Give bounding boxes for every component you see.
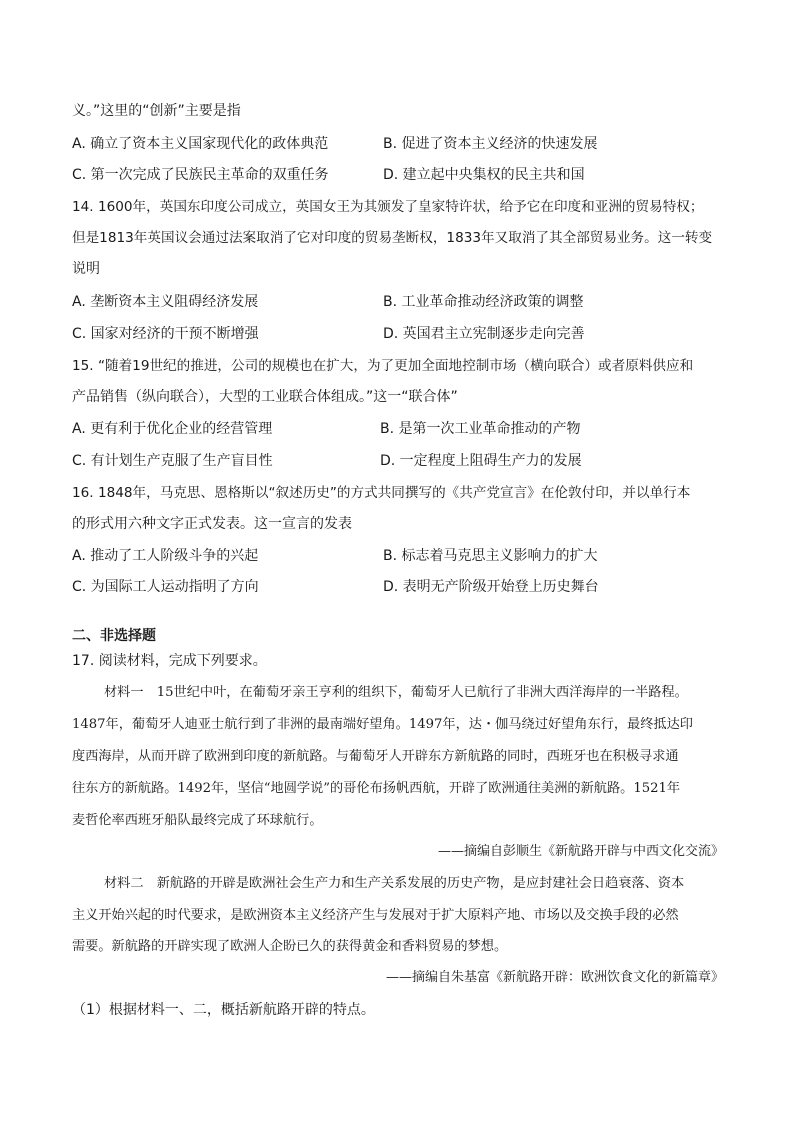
q17-material2-line1: 材料二 新航路的开辟是欧洲社会生产力和生产关系发展的历史产物，是应封建社会日趋衰落、资本 xyxy=(104,876,685,891)
q15-stem-line1: 15. “随着19世纪的推进，公司的规模也在扩大，为了更加全面地控制市场（横向联合）或者原料供应和 xyxy=(72,358,694,374)
q17-material1-line5: 麦哲伦率西班牙船队最终完成了环球航行。 xyxy=(72,813,323,828)
q17-material2-source: ——摘编自朱基富《新航路开辟：欧洲饮食文化的新篇章》 xyxy=(385,970,724,985)
q16-option-c: C. 为国际工人运动指明了方向 xyxy=(72,579,259,595)
q13-stem: 义。”这里的“创新”主要是指 xyxy=(72,103,241,119)
q15-option-a: A. 更有利于优化企业的经营管理 xyxy=(72,421,273,437)
q16-stem-line2: 的形式用六种文字正式发表。这一宣言的发表 xyxy=(72,516,352,532)
q16-option-b: B. 标志着马克思主义影响力的扩大 xyxy=(383,548,598,564)
q17-material1-line3: 度西海岸，从而开辟了欧洲到印度的新航路。与葡萄牙人开辟东方新航路的同时，西班牙也在积极寻求通 xyxy=(72,749,679,764)
q13-option-c: C. 第一次完成了民族民主革命的双重任务 xyxy=(72,167,329,183)
q17-material1-line4: 往东方的新航路。1492年，坚信“地圆学说”的哥伦布扬帆西航，开辟了欧洲通往美洲的新航路。1521年 xyxy=(72,781,681,796)
q16-option-d: D. 表明无产阶级开始登上历史舞台 xyxy=(383,579,599,595)
q14-option-b: B. 工业革命推动经济政策的调整 xyxy=(383,294,584,310)
q17-material1-line2: 1487年，葡萄牙人迪亚士航行到了非洲的最南端好望角。1497年，达・伽马绕过好望角东行，最终抵达印 xyxy=(72,717,693,732)
q17-material2-line2: 主义开始兴起的时代要求，是欧洲资本主义经济产生与发展对于扩大原料产地、市场以及交换手段的必然 xyxy=(72,908,679,923)
q15-option-c: C. 有计划生产克服了生产盲目性 xyxy=(72,453,273,469)
q13-option-d: D. 建立起中央集权的民主共和国 xyxy=(383,167,585,183)
q14-stem-line2: 但是1813年英国议会通过法案取消了它对印度的贸易垄断权，1833年又取消了其全部贸易业务。这一转变 xyxy=(72,230,713,246)
q14-stem-line3: 说明 xyxy=(72,261,100,277)
q13-option-b: B. 促进了资本主义经济的快速发展 xyxy=(383,136,598,152)
q17-material2-line3: 需要。新航路的开辟实现了欧洲人企盼已久的获得黄金和香料贸易的梦想。 xyxy=(72,939,508,954)
q17-intro: 17. 阅读材料，完成下列要求。 xyxy=(72,653,267,669)
q15-option-b: B. 是第一次工业革命推动的产物 xyxy=(380,421,581,437)
q14-option-c: C. 国家对经济的干预不断增强 xyxy=(72,326,259,342)
q13-option-a: A. 确立了资本主义国家现代化的政体典范 xyxy=(72,136,329,152)
q15-option-d: D. 一定程度上阻碍生产力的发展 xyxy=(380,453,582,469)
q14-option-a: A. 垄断资本主义阻碍经济发展 xyxy=(72,294,259,310)
q15-stem-line2: 产品销售（纵向联合），大型的工业联合体组成。”这一“联合体” xyxy=(72,389,458,405)
section-title: 二、非选择题 xyxy=(72,628,156,644)
q16-option-a: A. 推动了工人阶级斗争的兴起 xyxy=(72,548,259,564)
q16-stem-line1: 16. 1848年，马克思、恩格斯以“叙述历史”的方式共同撰写的《共产党宣言》在伦敦付印，并以单行本 xyxy=(72,485,691,501)
q17-material1-line1: 材料一 15世纪中叶，在葡萄牙亲王亨利的组织下，葡萄牙人已航行了非洲大西洋海岸的一半路程。 xyxy=(104,685,688,700)
q14-stem-line1: 14. 1600年，英国东印度公司成立，英国女王为其颁发了皇家特许状，给予它在印度和亚洲的贸易特权； xyxy=(72,199,704,215)
q17-material1-source: ——摘编自彭顺生《新航路开辟与中西文化交流》 xyxy=(437,844,724,859)
q14-option-d: D. 英国君主立宪制逐步走向完善 xyxy=(383,326,585,342)
q17-subquestion-1: （1）根据材料一、二，概括新航路开辟的特点。 xyxy=(72,1002,375,1018)
